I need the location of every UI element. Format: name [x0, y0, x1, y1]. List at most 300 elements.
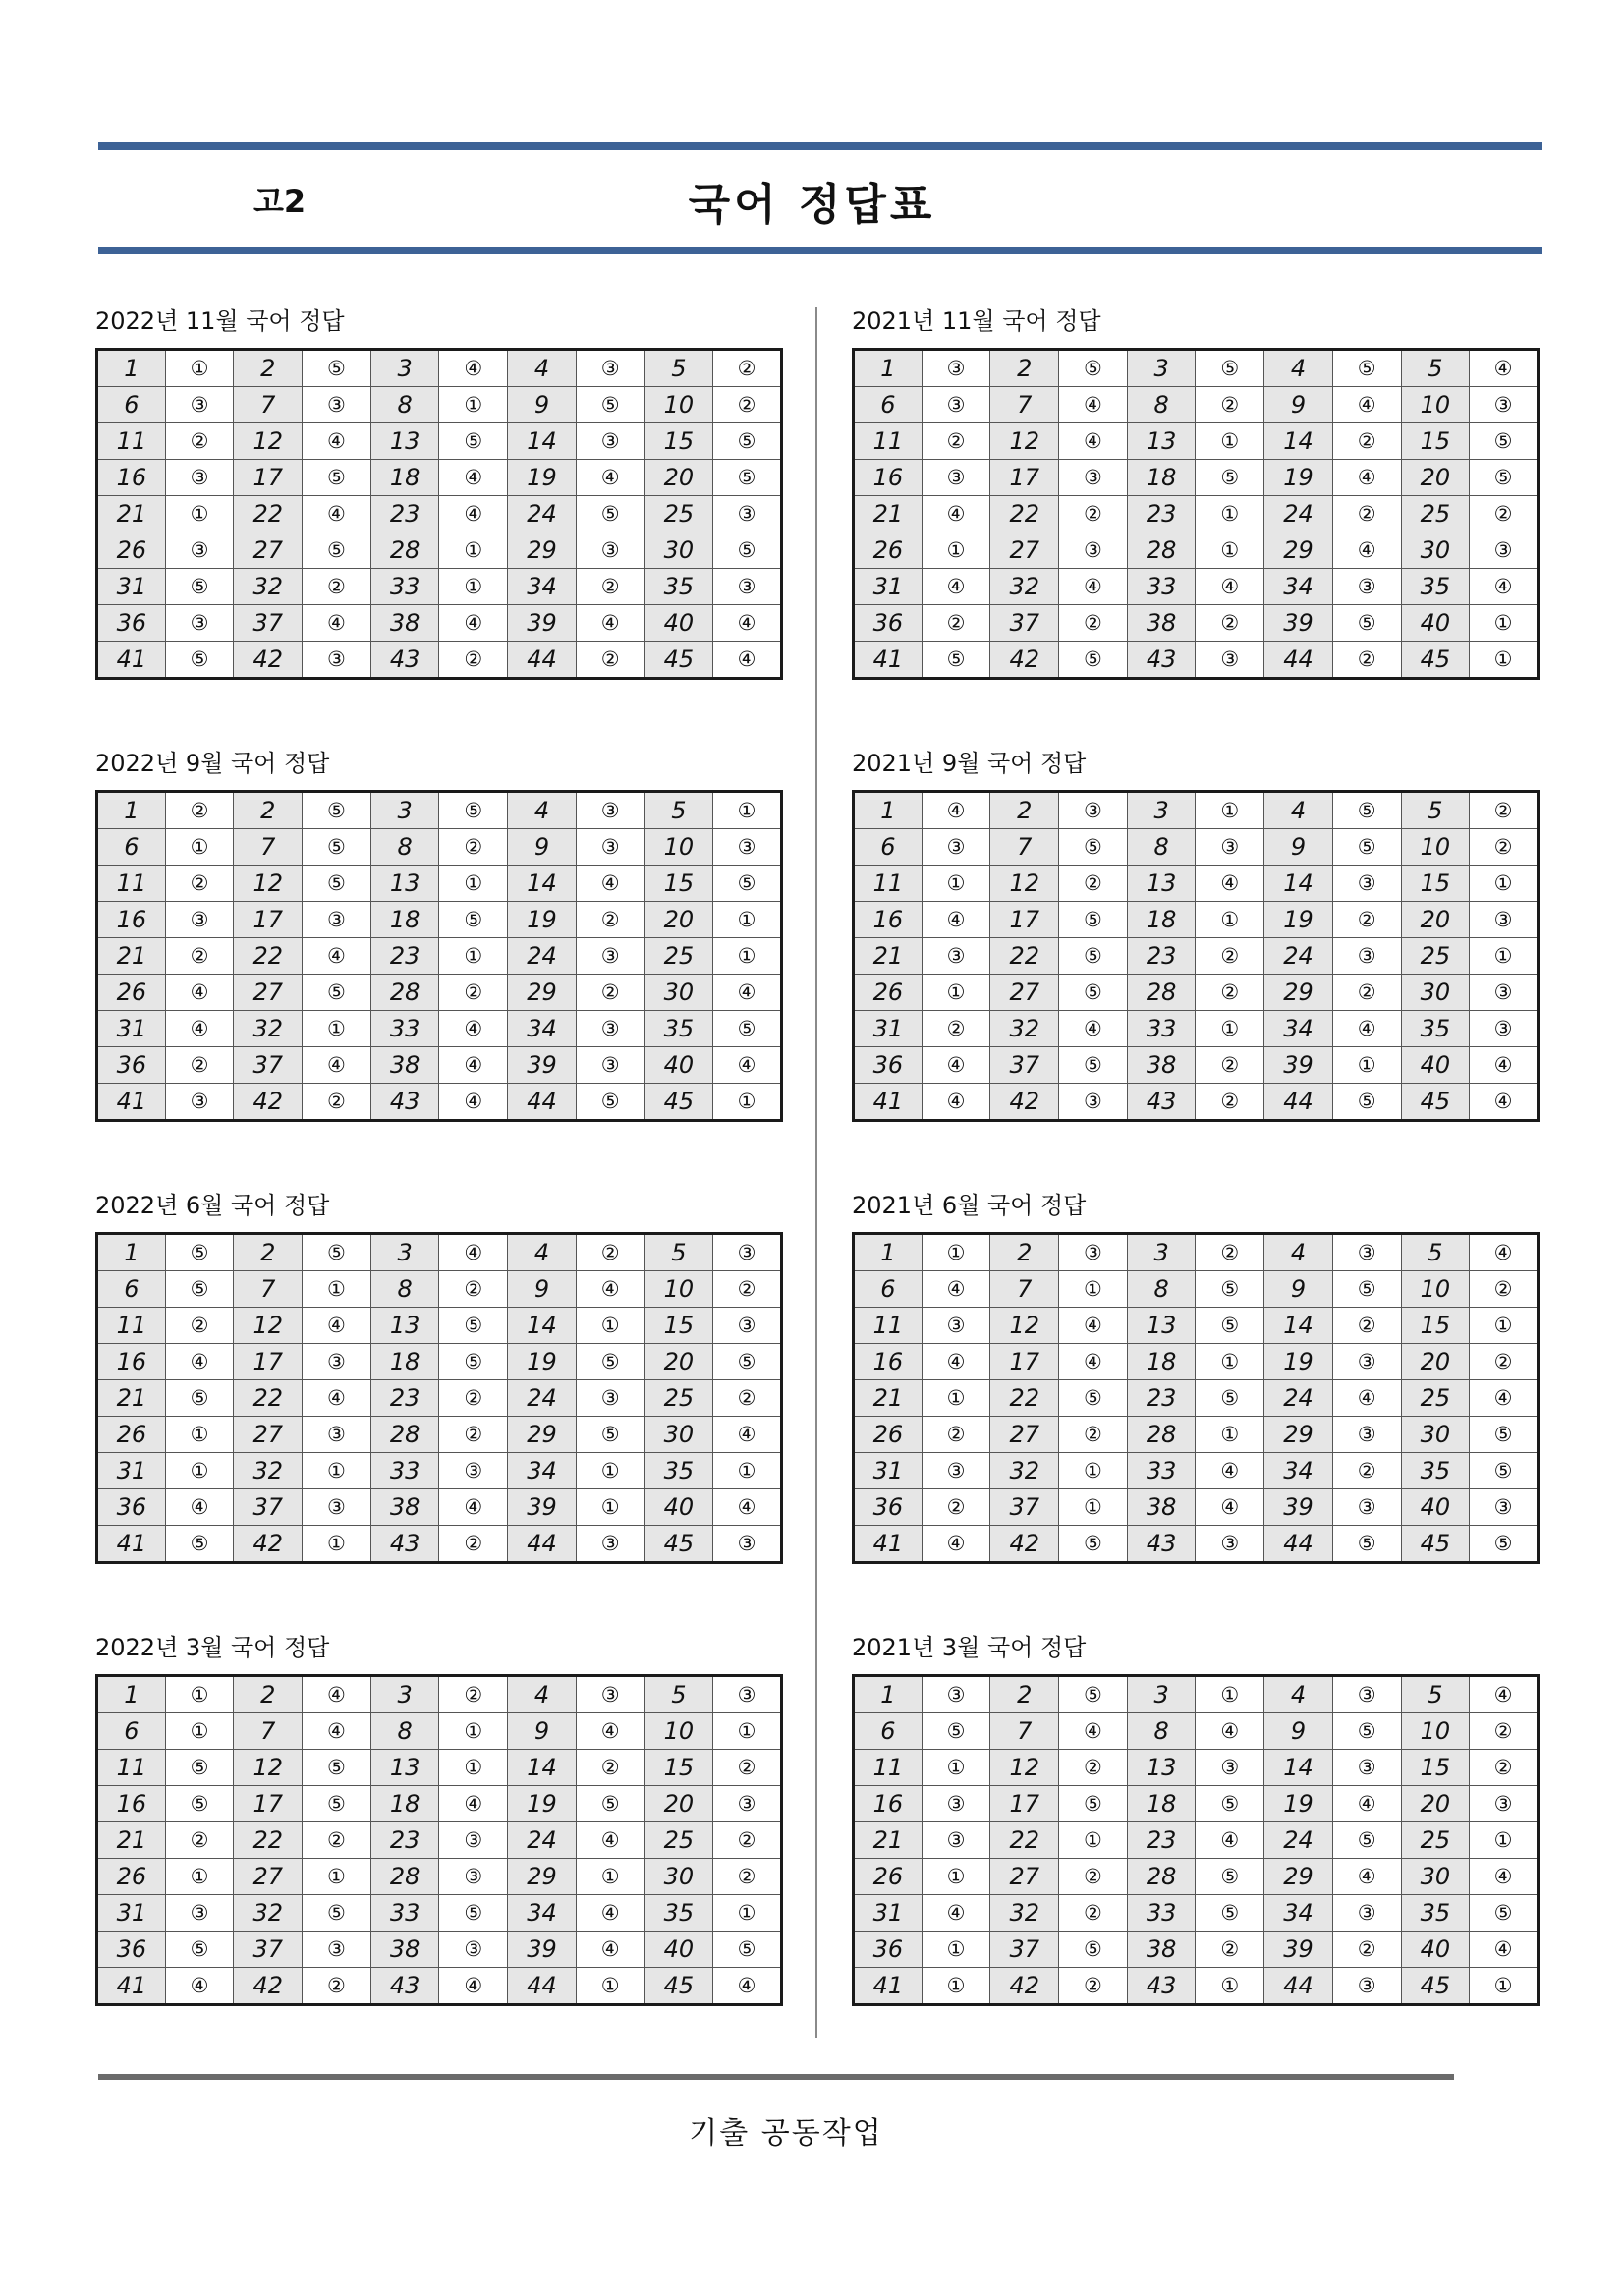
answer-cell: ① [922, 1859, 990, 1895]
question-number: 14 [1264, 423, 1333, 460]
question-number: 18 [1127, 460, 1196, 496]
answer-cell: ④ [576, 605, 644, 642]
answer-cell: ⑤ [1059, 350, 1128, 387]
question-number: 30 [644, 1859, 713, 1895]
answer-cell: ④ [1332, 460, 1401, 496]
question-number: 9 [508, 387, 577, 423]
answer-cell: ① [165, 1713, 234, 1750]
question-number: 20 [644, 460, 713, 496]
question-number: 19 [508, 1786, 577, 1822]
question-number: 17 [990, 902, 1059, 938]
question-number: 19 [1264, 460, 1333, 496]
question-number: 10 [1401, 1713, 1470, 1750]
question-number: 28 [1127, 532, 1196, 569]
answer-cell: ③ [713, 1234, 782, 1271]
question-number: 32 [234, 1453, 303, 1489]
question-number: 32 [234, 569, 303, 605]
answer-cell: ⑤ [1059, 938, 1128, 975]
answer-cell: ① [1196, 423, 1264, 460]
answer-cell: ④ [439, 1786, 508, 1822]
answer-cell: ⑤ [303, 460, 371, 496]
question-number: 41 [97, 1968, 166, 2005]
question-number: 43 [1127, 642, 1196, 679]
answer-cell: ⑤ [303, 532, 371, 569]
answer-cell: ② [1196, 387, 1264, 423]
answer-cell: ② [439, 1526, 508, 1563]
answer-cell: ① [1196, 1344, 1264, 1380]
question-number: 8 [370, 387, 439, 423]
question-number: 21 [97, 1822, 166, 1859]
question-number: 24 [1264, 1380, 1333, 1417]
answer-cell: ⑤ [1196, 1271, 1264, 1308]
question-number: 1 [97, 792, 166, 829]
answer-cell: ① [922, 1750, 990, 1786]
question-number: 40 [644, 1047, 713, 1084]
answer-block [95, 305, 783, 680]
footer-rule [98, 2074, 1454, 2080]
answer-cell: ① [439, 1750, 508, 1786]
table-row [854, 642, 1539, 679]
answer-cell: ② [1196, 975, 1264, 1011]
question-number: 1 [97, 1676, 166, 1713]
question-number: 44 [508, 1968, 577, 2005]
question-number: 6 [97, 387, 166, 423]
question-number: 30 [644, 1417, 713, 1453]
question-number: 5 [644, 1676, 713, 1713]
question-number: 45 [644, 642, 713, 679]
question-number: 4 [508, 1234, 577, 1271]
question-number: 15 [644, 1308, 713, 1344]
question-number: 12 [234, 423, 303, 460]
table-row [854, 1750, 1539, 1786]
question-number: 36 [97, 1489, 166, 1526]
question-number: 44 [508, 1526, 577, 1563]
answer-cell: ③ [922, 829, 990, 866]
answer-cell: ⑤ [576, 1786, 644, 1822]
answer-cell: ③ [576, 792, 644, 829]
answer-cell: ④ [165, 1344, 234, 1380]
answer-cell: ④ [922, 1344, 990, 1380]
answer-cell: ③ [922, 1453, 990, 1489]
answer-cell: ② [576, 902, 644, 938]
answer-cell: ④ [303, 1380, 371, 1417]
answer-cell: ③ [713, 1308, 782, 1344]
answer-cell: ① [439, 387, 508, 423]
answer-cell: ① [713, 1895, 782, 1932]
question-number: 27 [234, 1417, 303, 1453]
table-row [97, 902, 782, 938]
question-number: 14 [508, 423, 577, 460]
answer-cell: ③ [576, 1380, 644, 1417]
question-number: 17 [234, 902, 303, 938]
table-row [854, 1859, 1539, 1895]
answer-cell: ① [713, 902, 782, 938]
question-number: 13 [370, 423, 439, 460]
answer-cell: ④ [1470, 1084, 1539, 1121]
question-number: 17 [234, 1344, 303, 1380]
question-number: 9 [1264, 387, 1333, 423]
answer-cell: ④ [576, 1713, 644, 1750]
question-number: 28 [370, 532, 439, 569]
answer-cell: ① [1470, 605, 1539, 642]
answer-cell: ③ [576, 423, 644, 460]
answer-cell: ③ [1470, 532, 1539, 569]
answer-cell: ② [922, 423, 990, 460]
question-number: 7 [234, 1713, 303, 1750]
question-number: 5 [1401, 1234, 1470, 1271]
answer-cell: ③ [1332, 1344, 1401, 1380]
answer-cell: ③ [1332, 1234, 1401, 1271]
answer-cell: ④ [1332, 1786, 1401, 1822]
table-row [854, 350, 1539, 387]
table-row [854, 1968, 1539, 2005]
question-number: 6 [854, 387, 923, 423]
table-row [97, 1786, 782, 1822]
question-number: 30 [1401, 532, 1470, 569]
answer-block [852, 1631, 1540, 2006]
question-number: 2 [234, 350, 303, 387]
question-number: 42 [234, 1084, 303, 1121]
answer-cell: ④ [1196, 1453, 1264, 1489]
table-row [97, 1489, 782, 1526]
answer-block [95, 1189, 783, 1564]
answer-cell: ② [1059, 1895, 1128, 1932]
answer-cell: ⑤ [1196, 1895, 1264, 1932]
question-number: 1 [854, 792, 923, 829]
answer-cell: ④ [1196, 569, 1264, 605]
question-number: 45 [644, 1526, 713, 1563]
question-number: 34 [508, 569, 577, 605]
answer-cell: ④ [713, 975, 782, 1011]
question-number: 13 [370, 1308, 439, 1344]
answer-cell: ⑤ [1059, 642, 1128, 679]
question-number: 33 [370, 569, 439, 605]
answer-cell: ② [439, 1271, 508, 1308]
table-row [854, 1011, 1539, 1047]
answer-cell: ③ [576, 1047, 644, 1084]
question-number: 45 [644, 1084, 713, 1121]
question-number: 31 [97, 1453, 166, 1489]
answer-cell: ⑤ [1059, 1380, 1128, 1417]
question-number: 3 [1127, 350, 1196, 387]
table-row [97, 1344, 782, 1380]
answer-cell: ② [922, 1489, 990, 1526]
answer-cell: ④ [1059, 423, 1128, 460]
answer-cell: ④ [1332, 532, 1401, 569]
answer-cell: ⑤ [439, 1344, 508, 1380]
answer-cell: ① [922, 532, 990, 569]
answer-cell: ③ [1470, 387, 1539, 423]
answer-cell: ② [439, 829, 508, 866]
answer-cell: ③ [713, 1676, 782, 1713]
question-number: 33 [370, 1011, 439, 1047]
answer-cell: ⑤ [1332, 605, 1401, 642]
question-number: 38 [370, 605, 439, 642]
answer-cell: ③ [576, 1676, 644, 1713]
table-row [97, 975, 782, 1011]
table-row [854, 496, 1539, 532]
answer-cell: ⑤ [1332, 829, 1401, 866]
answer-cell: ⑤ [1059, 1047, 1128, 1084]
question-number: 36 [97, 605, 166, 642]
question-number: 20 [1401, 1786, 1470, 1822]
question-number: 1 [854, 1676, 923, 1713]
question-number: 4 [1264, 1676, 1333, 1713]
question-number: 17 [990, 460, 1059, 496]
answer-cell: ④ [1059, 569, 1128, 605]
answer-table [95, 1674, 783, 2006]
answer-cell: ① [713, 1453, 782, 1489]
table-row [854, 866, 1539, 902]
answer-block [95, 747, 783, 1122]
question-number: 28 [370, 975, 439, 1011]
answer-cell: ⑤ [1332, 1271, 1401, 1308]
answer-cell: ③ [439, 1859, 508, 1895]
answer-cell: ③ [1470, 1011, 1539, 1047]
question-number: 12 [234, 1308, 303, 1344]
answer-cell: ① [165, 1417, 234, 1453]
question-number: 31 [854, 569, 923, 605]
question-number: 45 [1401, 1968, 1470, 2005]
question-number: 19 [1264, 1786, 1333, 1822]
answer-cell: ③ [1196, 1750, 1264, 1786]
answer-cell: ② [1059, 1417, 1128, 1453]
answer-cell: ⑤ [576, 496, 644, 532]
answer-cell: ② [303, 1084, 371, 1121]
answer-cell: ⑤ [303, 866, 371, 902]
table-row [97, 532, 782, 569]
answer-cell: ① [439, 1713, 508, 1750]
answer-cell: ① [1196, 1011, 1264, 1047]
question-number: 2 [990, 1234, 1059, 1271]
table-row [97, 605, 782, 642]
block-title: 2021년 9월 국어 정답 [852, 750, 1087, 777]
question-number: 29 [508, 1859, 577, 1895]
answer-cell: ① [922, 1932, 990, 1968]
question-number: 31 [854, 1453, 923, 1489]
answer-cell: ④ [303, 496, 371, 532]
answer-cell: ① [1196, 496, 1264, 532]
answer-cell: ③ [165, 460, 234, 496]
answer-cell: ③ [1059, 792, 1128, 829]
answer-cell: ② [713, 1380, 782, 1417]
block-title: 2021년 3월 국어 정답 [852, 1634, 1087, 1661]
question-number: 24 [508, 496, 577, 532]
answer-cell: ③ [713, 569, 782, 605]
question-number: 5 [644, 350, 713, 387]
table-row [97, 1750, 782, 1786]
question-number: 45 [1401, 1084, 1470, 1121]
question-number: 40 [1401, 1047, 1470, 1084]
answer-cell: ④ [1470, 1676, 1539, 1713]
question-number: 20 [644, 1786, 713, 1822]
answer-cell: ④ [303, 1713, 371, 1750]
question-number: 12 [990, 866, 1059, 902]
question-number: 24 [1264, 938, 1333, 975]
answer-cell: ④ [713, 605, 782, 642]
question-number: 21 [97, 938, 166, 975]
question-number: 13 [370, 1750, 439, 1786]
answer-cell: ⑤ [1059, 1526, 1128, 1563]
answer-cell: ④ [922, 1271, 990, 1308]
answer-cell: ① [165, 1859, 234, 1895]
question-number: 43 [370, 1968, 439, 2005]
answer-cell: ⑤ [1196, 1308, 1264, 1344]
answer-cell: ① [439, 866, 508, 902]
table-row [97, 642, 782, 679]
answer-cell: ③ [1332, 1676, 1401, 1713]
table-row [97, 1308, 782, 1344]
table-row [97, 1011, 782, 1047]
answer-cell: ④ [1059, 387, 1128, 423]
question-number: 23 [1127, 1822, 1196, 1859]
table-row [854, 532, 1539, 569]
answer-cell: ② [1059, 1968, 1128, 2005]
question-number: 11 [97, 1750, 166, 1786]
question-number: 9 [508, 1271, 577, 1308]
answer-cell: ③ [165, 387, 234, 423]
question-number: 8 [370, 829, 439, 866]
question-number: 13 [1127, 866, 1196, 902]
question-number: 21 [854, 938, 923, 975]
table-row [97, 569, 782, 605]
question-number: 14 [1264, 1308, 1333, 1344]
question-number: 29 [508, 975, 577, 1011]
answer-cell: ③ [922, 1822, 990, 1859]
answer-cell: ⑤ [1332, 1526, 1401, 1563]
answer-cell: ③ [1196, 829, 1264, 866]
answer-cell: ④ [713, 1417, 782, 1453]
answer-cell: ① [922, 1234, 990, 1271]
question-number: 37 [234, 1932, 303, 1968]
question-number: 4 [1264, 792, 1333, 829]
question-number: 32 [990, 1453, 1059, 1489]
question-number: 31 [854, 1011, 923, 1047]
question-number: 26 [97, 975, 166, 1011]
question-number: 44 [1264, 1968, 1333, 2005]
answer-cell: ③ [576, 532, 644, 569]
table-row [854, 975, 1539, 1011]
answer-cell: ④ [439, 1047, 508, 1084]
answer-cell: ③ [165, 902, 234, 938]
table-row [854, 423, 1539, 460]
answer-cell: ④ [439, 1234, 508, 1271]
question-number: 9 [508, 1713, 577, 1750]
answer-cell: ① [1059, 1453, 1128, 1489]
question-number: 9 [508, 829, 577, 866]
question-number: 27 [234, 975, 303, 1011]
answer-cell: ⑤ [303, 1234, 371, 1271]
table-row [97, 1417, 782, 1453]
answer-cell: ③ [713, 1526, 782, 1563]
question-number: 18 [1127, 902, 1196, 938]
question-number: 30 [1401, 1859, 1470, 1895]
question-number: 20 [1401, 902, 1470, 938]
answer-cell: ④ [922, 1084, 990, 1121]
answer-cell: ⑤ [439, 423, 508, 460]
question-number: 39 [1264, 1932, 1333, 1968]
question-number: 10 [1401, 829, 1470, 866]
question-number: 4 [1264, 1234, 1333, 1271]
question-number: 35 [644, 569, 713, 605]
question-number: 25 [1401, 1822, 1470, 1859]
question-number: 13 [1127, 1308, 1196, 1344]
question-number: 16 [97, 1786, 166, 1822]
answer-cell: ③ [1059, 532, 1128, 569]
answer-cell: ③ [1332, 569, 1401, 605]
answer-cell: ④ [1470, 1380, 1539, 1417]
question-number: 34 [1264, 1895, 1333, 1932]
answer-cell: ④ [1470, 569, 1539, 605]
answer-cell: ⑤ [1059, 975, 1128, 1011]
question-number: 28 [370, 1417, 439, 1453]
question-number: 26 [97, 1859, 166, 1895]
answer-cell: ③ [1332, 1895, 1401, 1932]
block-title: 2022년 9월 국어 정답 [95, 750, 330, 777]
question-number: 6 [97, 829, 166, 866]
answer-cell: ⑤ [165, 1932, 234, 1968]
question-number: 16 [854, 902, 923, 938]
answer-cell: ③ [303, 1417, 371, 1453]
answer-cell: ③ [922, 460, 990, 496]
answer-cell: ③ [1470, 1786, 1539, 1822]
answer-cell: ② [303, 1968, 371, 2005]
question-number: 3 [1127, 792, 1196, 829]
question-number: 17 [234, 460, 303, 496]
question-number: 3 [370, 350, 439, 387]
column-divider [815, 307, 817, 2038]
question-number: 13 [1127, 423, 1196, 460]
answer-cell: ⑤ [713, 866, 782, 902]
answer-cell: ③ [922, 1308, 990, 1344]
answer-cell: ⑤ [1059, 1676, 1128, 1713]
table-row [854, 938, 1539, 975]
question-number: 12 [990, 1308, 1059, 1344]
question-number: 14 [1264, 1750, 1333, 1786]
answer-cell: ② [1470, 496, 1539, 532]
answer-cell: ⑤ [713, 532, 782, 569]
table-row [854, 1489, 1539, 1526]
question-number: 3 [1127, 1676, 1196, 1713]
answer-cell: ④ [1470, 1234, 1539, 1271]
answer-cell: ② [576, 1234, 644, 1271]
question-number: 38 [1127, 1047, 1196, 1084]
answer-cell: ④ [576, 866, 644, 902]
answer-cell: ① [1196, 1968, 1264, 2005]
table-row [97, 792, 782, 829]
question-number: 28 [1127, 1859, 1196, 1895]
question-number: 43 [1127, 1526, 1196, 1563]
answer-cell: ⑤ [165, 1380, 234, 1417]
answer-cell: ④ [1059, 1344, 1128, 1380]
question-number: 2 [990, 1676, 1059, 1713]
answer-cell: ② [439, 1380, 508, 1417]
question-number: 11 [854, 1308, 923, 1344]
answer-cell: ③ [713, 1786, 782, 1822]
question-number: 30 [1401, 975, 1470, 1011]
answer-cell: ④ [713, 1489, 782, 1526]
question-number: 20 [1401, 1344, 1470, 1380]
answer-cell: ⑤ [1196, 1859, 1264, 1895]
answer-cell: ④ [1059, 1308, 1128, 1344]
question-number: 39 [508, 1932, 577, 1968]
answer-cell: ① [165, 1453, 234, 1489]
table-row [854, 1047, 1539, 1084]
answer-cell: ⑤ [922, 642, 990, 679]
question-number: 37 [234, 1489, 303, 1526]
question-number: 33 [370, 1453, 439, 1489]
table-row [97, 1271, 782, 1308]
